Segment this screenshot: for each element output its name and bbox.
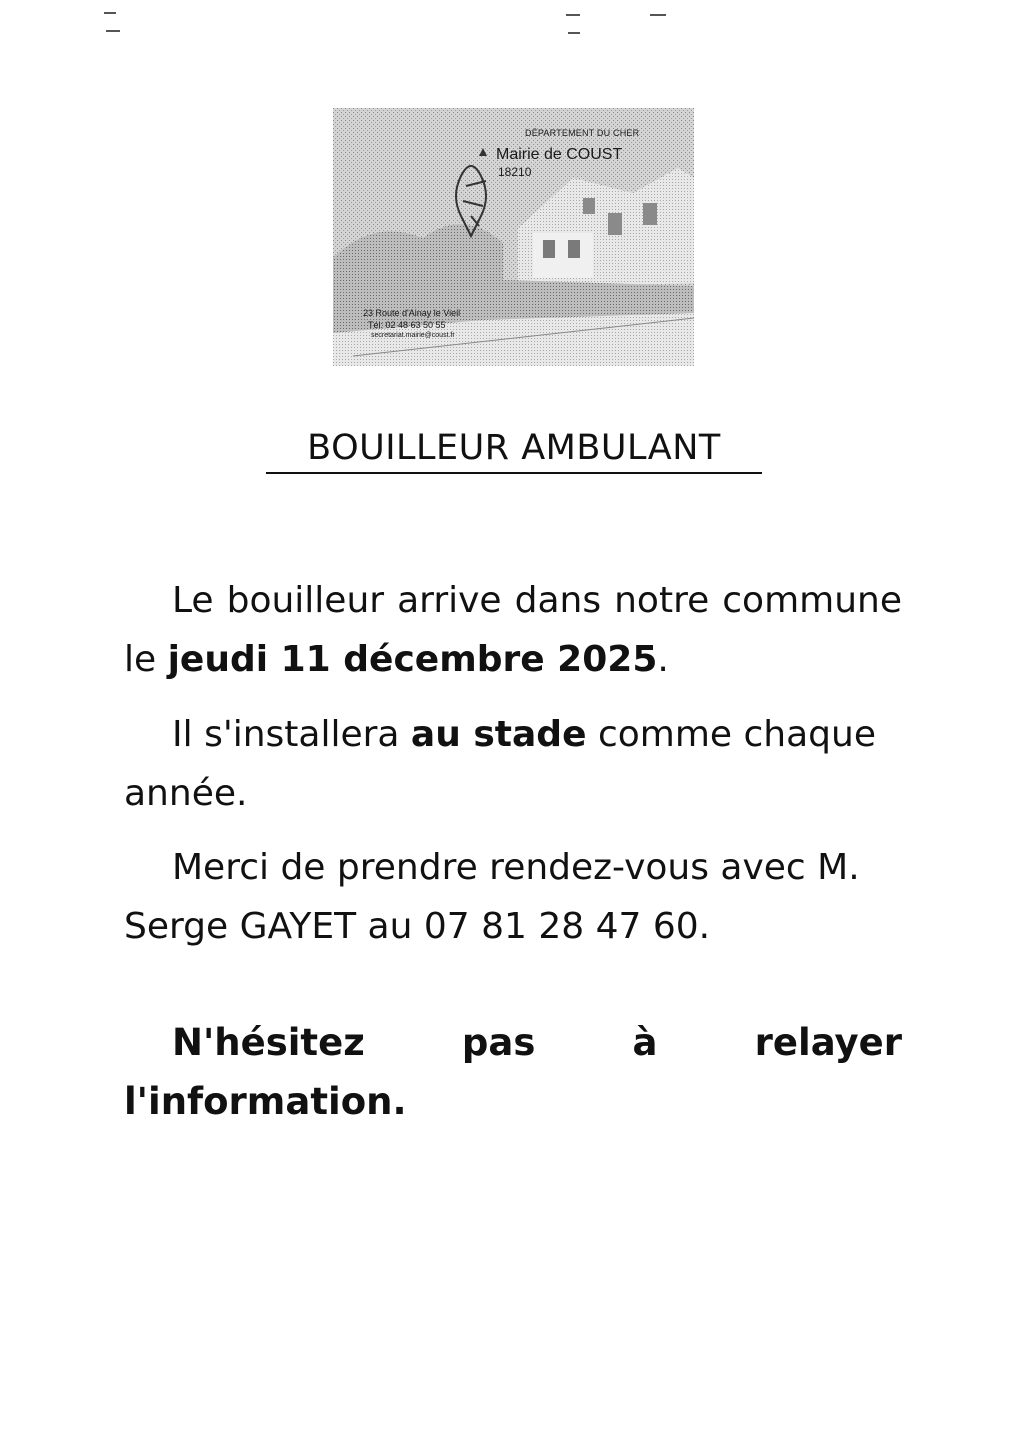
page-title: BOUILLEUR AMBULANT xyxy=(266,428,762,474)
arrival-text-end: . xyxy=(657,639,669,680)
location-text: Il s'installera xyxy=(172,714,411,755)
location-paragraph xyxy=(124,705,902,823)
arrival-text: Le bouilleur arrive dans notre commune le xyxy=(124,580,902,680)
share-paragraph: N'hésitez pas à relayer l'information. xyxy=(124,1021,902,1123)
scan-mark xyxy=(104,12,116,14)
scan-mark xyxy=(650,14,666,16)
letterhead-town-name: Mairie de COUST xyxy=(496,146,623,163)
location-text-end: comme chaque année. xyxy=(124,714,876,814)
arrival-paragraph xyxy=(124,571,902,689)
letterhead-address: 23 Route d'Ainay le Vieil xyxy=(363,308,461,318)
letterhead-postal-code: 18210 xyxy=(498,165,532,179)
letterhead-phone: Tél: 02 48 63 50 55 xyxy=(368,320,446,330)
scan-mark xyxy=(106,30,120,32)
arrival-date: jeudi 11 décembre 2025 xyxy=(167,639,658,680)
appointment-paragraph: Merci de prendre rendez-vous avec M. Serge GAYET au 07 81 28 47 60. xyxy=(124,847,860,947)
letterhead-department: DÉPARTEMENT DU CHER xyxy=(525,128,640,138)
scan-mark xyxy=(568,32,580,34)
location-place: au stade xyxy=(410,714,587,755)
scan-mark xyxy=(566,14,580,16)
letterhead-image xyxy=(333,108,694,366)
letterhead-email: secretariat.mairie@coust.fr xyxy=(371,332,455,339)
